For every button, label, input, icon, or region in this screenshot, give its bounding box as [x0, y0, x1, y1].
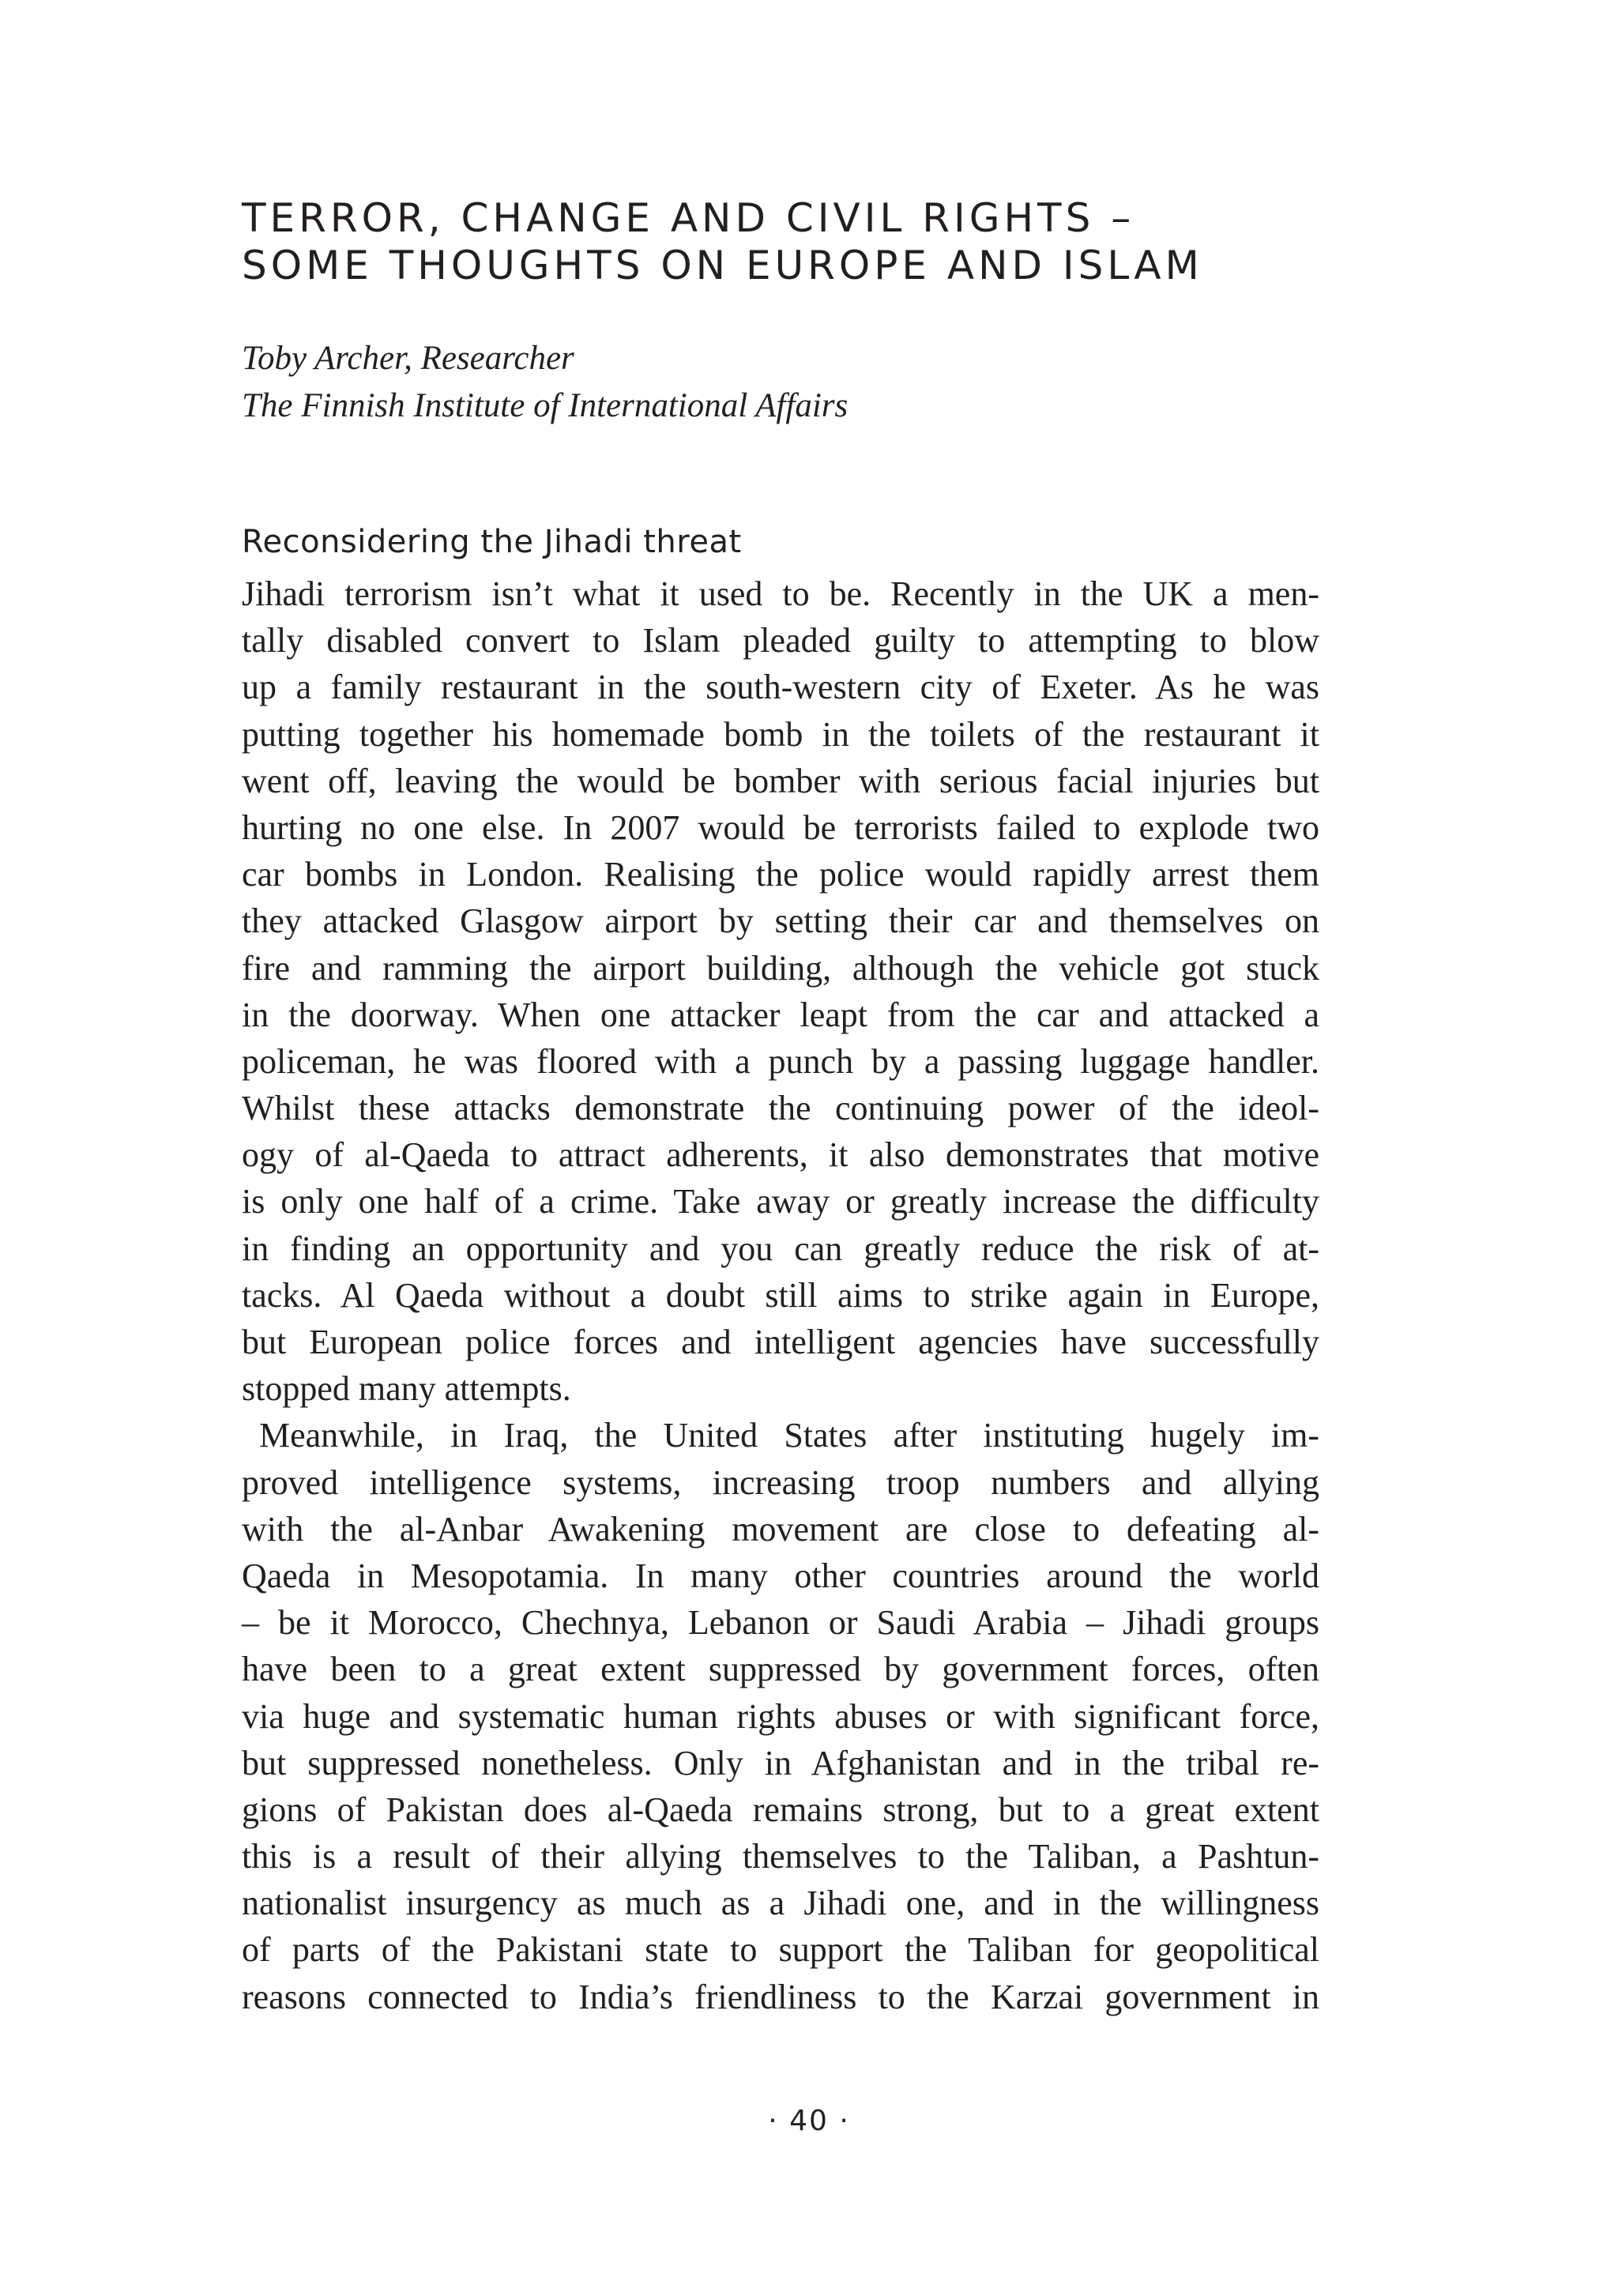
- text-line: gions of Pakistan does al-Qaeda remains strong, but to a great extent: [242, 1790, 1319, 1829]
- author-name: Toby Archer, Researcher: [242, 340, 574, 377]
- text-line: went off, leaving the would be bomber with serious facial injuries but: [242, 761, 1319, 800]
- text-line: ogy of al-Qaeda to attract adherents, it also demonstrates that motive: [242, 1135, 1319, 1175]
- text-line: but suppressed nonetheless. Only in Afghanistan and in the tribal re-: [242, 1743, 1319, 1782]
- text-line: of parts of the Pakistani state to support the Taliban for geopolitical: [242, 1930, 1319, 1970]
- text-line: in finding an opportunity and you can greatly reduce the risk of at-: [242, 1229, 1319, 1268]
- text-line: is only one half of a crime. Take away or greatly increase the difficulty: [242, 1182, 1319, 1221]
- text-line: policeman, he was floored with a punch by a passing luggage handler.: [242, 1041, 1319, 1081]
- author-affiliation: The Finnish Institute of International Affairs: [242, 387, 849, 424]
- text-line: putting together his homemade bomb in the toilets of the restaurant it: [242, 714, 1319, 754]
- article-title: [242, 194, 1395, 289]
- text-line: with the al-Anbar Awakening movement are close to defeating al-: [242, 1509, 1319, 1549]
- article-title-line-2: SOME THOUGHTS ON EUROPE AND ISLAM: [242, 243, 1203, 288]
- text-line: this is a result of their allying themselves to the Taliban, a Pashtun-: [242, 1837, 1319, 1876]
- article-title-line-1: TERROR, CHANGE AND CIVIL RIGHTS –: [242, 195, 1135, 241]
- text-line: tacks. Al Qaeda without a doubt still aims to strike again in Europe,: [242, 1275, 1319, 1315]
- text-line: tally disabled convert to Islam pleaded guilty to attempting to blow: [242, 621, 1319, 661]
- text-line: car bombs in London. Realising the police would rapidly arrest them: [242, 855, 1319, 894]
- text-line: hurting no one else. In 2007 would be terrorists failed to explode two: [242, 807, 1319, 847]
- text-line: via huge and systematic human rights abuses or with significant force,: [242, 1696, 1319, 1736]
- text-line: have been to a great extent suppressed by government forces, often: [242, 1650, 1319, 1689]
- text-line: – be it Morocco, Chechnya, Lebanon or Saudi Arabia – Jihadi groups: [242, 1603, 1319, 1643]
- page-number: · 40 ·: [768, 2105, 850, 2137]
- paragraph-1: [242, 570, 1319, 1412]
- text-line: nationalist insurgency as much as a Jihadi one, and in the willingness: [242, 1884, 1319, 1923]
- text-line: Qaeda in Mesopotamia. In many other countries around the world: [242, 1556, 1319, 1595]
- text-line: Whilst these attacks demonstrate the continuing power of the ideol-: [242, 1089, 1319, 1128]
- text-line: but European police forces and intelligent agencies have successfully: [242, 1323, 1319, 1361]
- text-line: in the doorway. When one attacker leapt from the car and attacked a: [242, 995, 1319, 1034]
- text-line: fire and ramming the airport building, although the vehicle got stuck: [242, 948, 1319, 988]
- text-line: Jihadi terrorism isn’t what it used to be. Recently in the UK a men-: [242, 574, 1319, 613]
- text-line: they attacked Glasgow airport by setting their car and themselves on: [242, 901, 1319, 941]
- text-line: proved intelligence systems, increasing troop numbers and allying: [242, 1462, 1319, 1502]
- text-line: reasons connected to India’s friendliness to the Karzai government in: [242, 1977, 1319, 2016]
- author-byline: [242, 335, 1395, 430]
- text-line: Meanwhile, in Iraq, the United States after instituting hugely im-: [259, 1416, 1319, 1455]
- section-heading: Reconsidering the Jihadi threat: [242, 524, 742, 560]
- text-line: stopped many attempts.: [242, 1369, 571, 1409]
- text-line: up a family restaurant in the south-western city of Exeter. As he was: [242, 668, 1319, 707]
- paragraph-2: [242, 1412, 1319, 2019]
- body-text: [242, 570, 1319, 2020]
